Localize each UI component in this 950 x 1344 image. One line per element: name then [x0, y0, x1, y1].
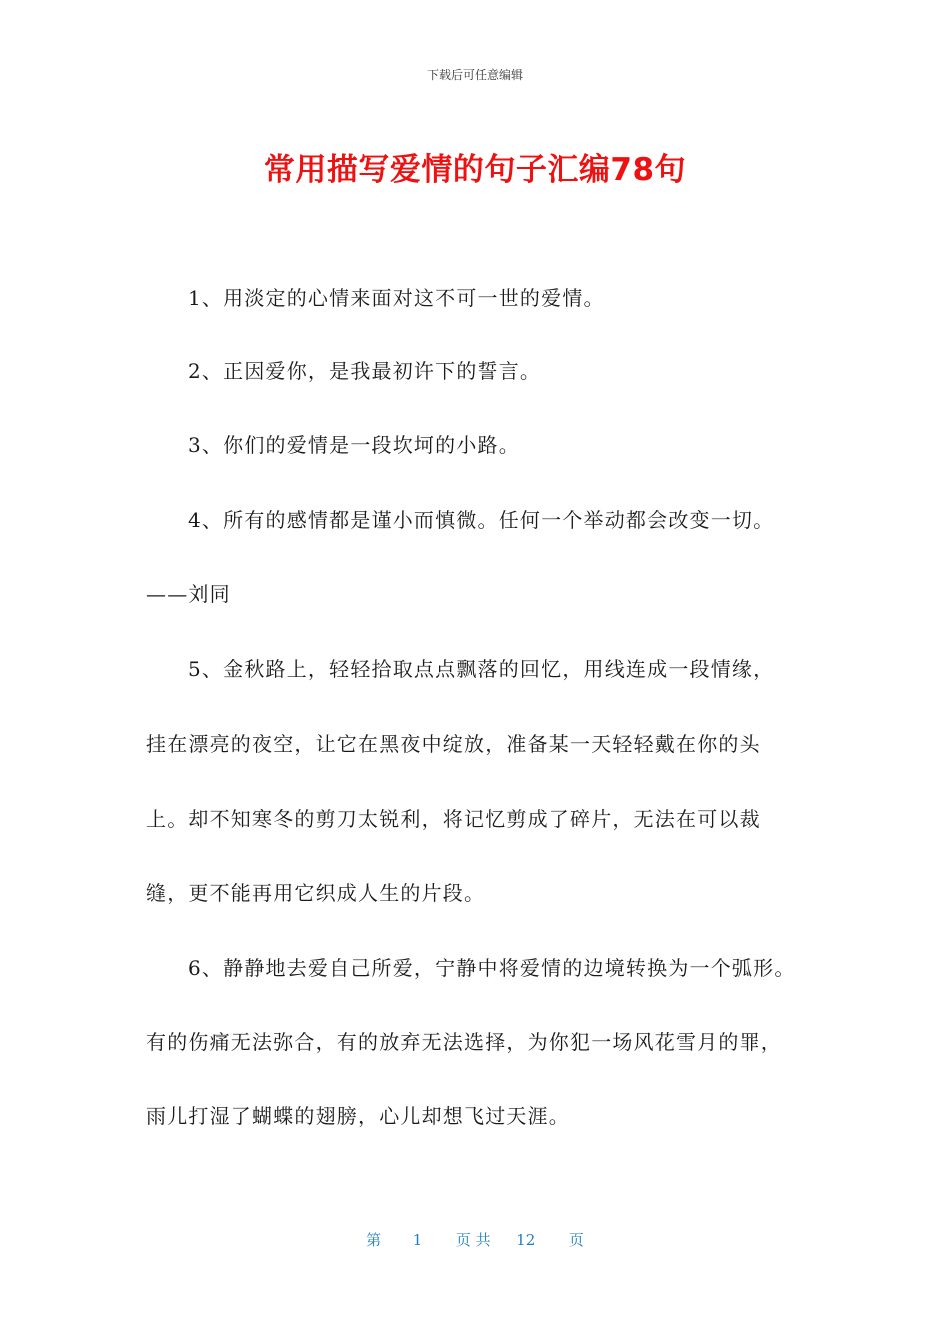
paragraph-line: 3、你们的爱情是一段坎坷的小路。	[188, 433, 520, 457]
footer-end-label: 页	[568, 1231, 584, 1249]
paragraph-line: 1、用淡定的心情来面对这不可一世的爱情。	[188, 286, 605, 310]
paragraph-line: 4、所有的感情都是谨小而慎微。任何一个举动都会改变一切。	[188, 508, 775, 532]
page-footer	[0, 1229, 950, 1250]
paragraph-line: 5、金秋路上，轻轻拾取点点飘落的回忆，用线连成一段情缘，	[188, 657, 775, 681]
footer-page-label: 第	[366, 1231, 382, 1249]
paragraph-line: 6、静静地去爱自己所爱，宁静中将爱情的边境转换为一个弧形。	[188, 956, 796, 980]
document-title: 常用描写爱情的句子汇编78句	[263, 152, 687, 188]
paragraph-line: ——刘同	[146, 582, 231, 606]
paragraph-line: 缝，更不能再用它织成人生的片段。	[146, 881, 486, 905]
paragraph-line: 雨儿打湿了蝴蝶的翅膀，心儿却想飞过天涯。	[146, 1104, 570, 1128]
paragraph-line: 上。却不知寒冬的剪刀太锐利，将记忆剪成了碎片，无法在可以裁	[146, 807, 761, 831]
footer-page-number: 1	[412, 1231, 423, 1249]
footer-total-label: 页 共	[455, 1231, 491, 1249]
paragraph-line: 挂在漂亮的夜空，让它在黑夜中绽放，准备某一天轻轻戴在你的头	[146, 732, 761, 756]
paragraph-line: 2、正因爱你，是我最初许下的誓言。	[188, 359, 542, 383]
header-note: 下载后可任意编辑	[426, 68, 523, 82]
footer-total-pages: 12	[516, 1231, 536, 1249]
paragraph-line: 有的伤痛无法弥合，有的放弃无法选择，为你犯一场风花雪月的罪，	[146, 1030, 782, 1054]
